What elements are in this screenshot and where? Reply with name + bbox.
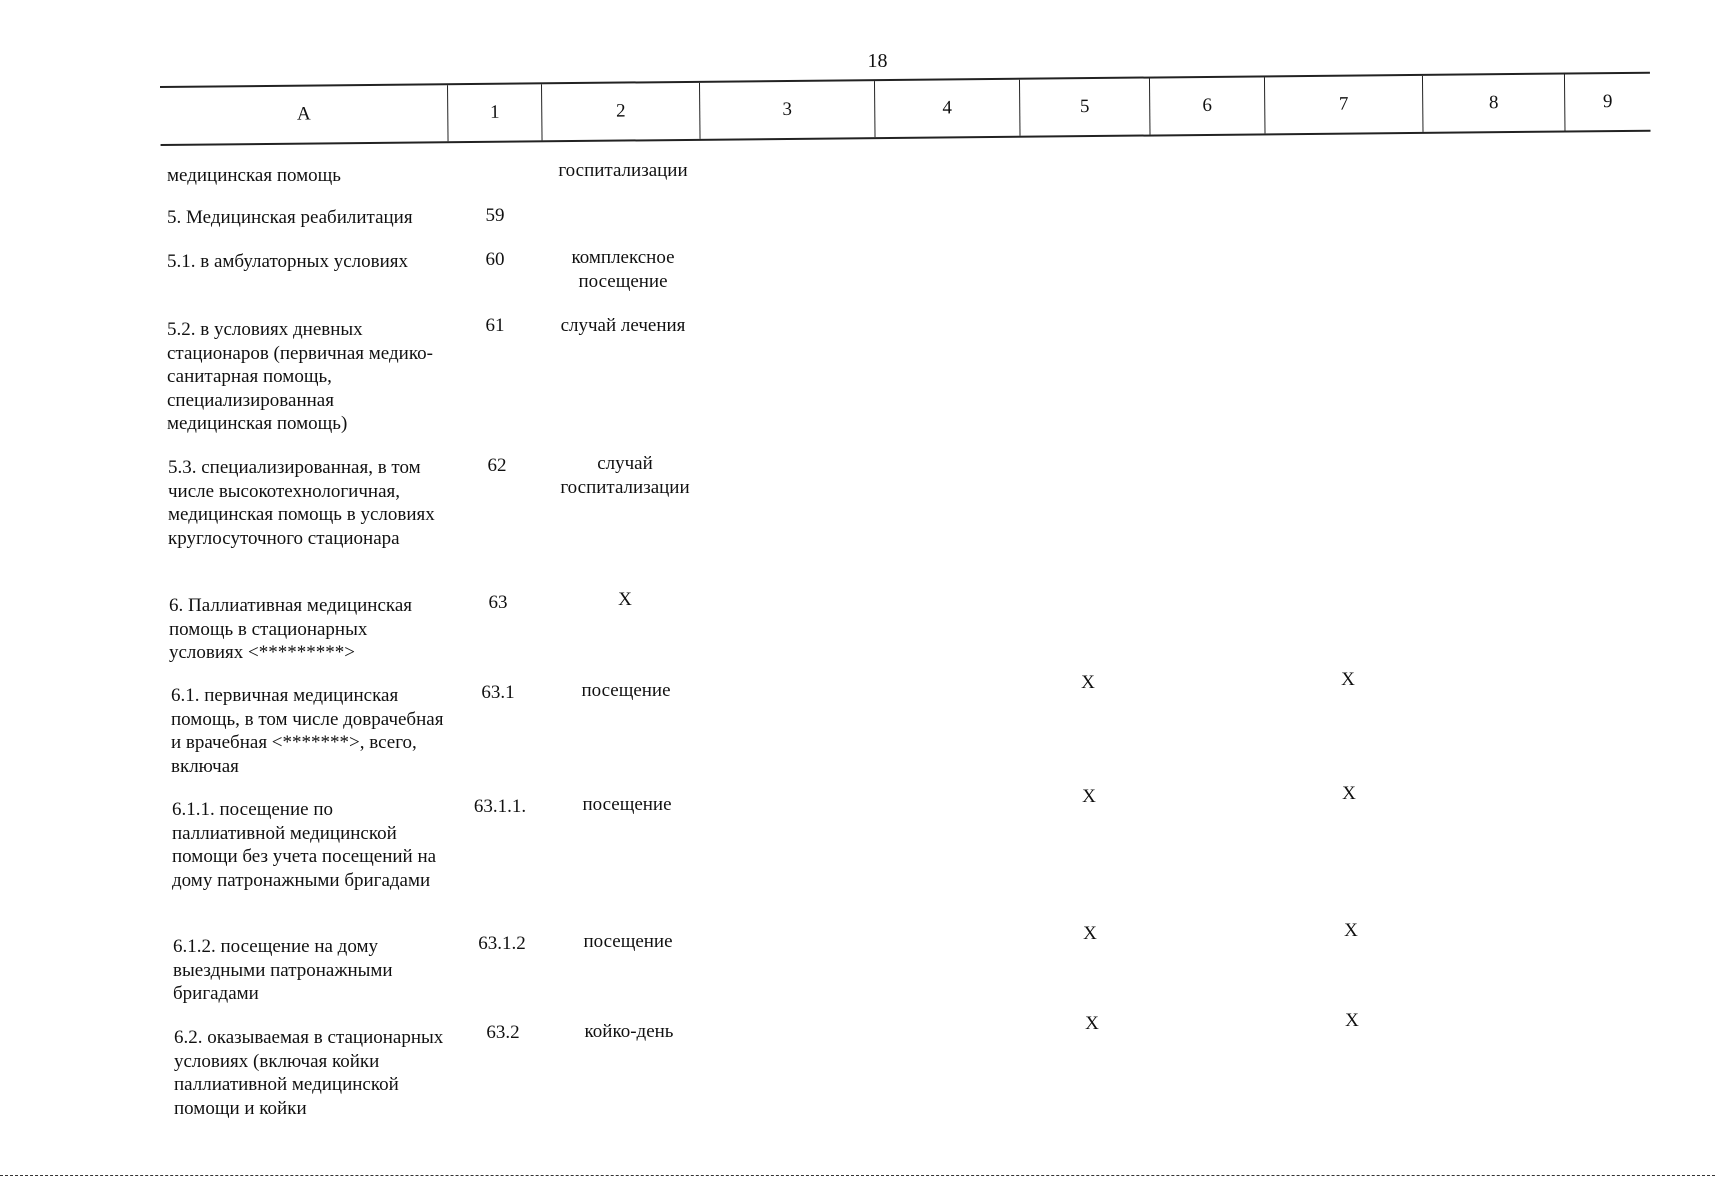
- row-number: 63.2: [486, 1022, 520, 1043]
- row-number: 63: [488, 592, 508, 613]
- header-col-3: 3: [700, 81, 876, 139]
- header-col-9: 9: [1602, 91, 1613, 113]
- row-label: 5.3. специализированная, в том числе высокотехнологичная, медицинская помощь в условиях круглосуточного стационара: [168, 457, 435, 549]
- row-number: 63.1.2: [478, 933, 526, 954]
- row-number: 59: [485, 205, 505, 226]
- header-col-2: 2: [542, 83, 701, 141]
- row-unit: госпитализации: [558, 160, 688, 181]
- row-unit: посещение: [582, 794, 672, 815]
- header-col-8: 8: [1423, 75, 1566, 132]
- header-col-7: 7: [1265, 76, 1424, 134]
- page-number: 18: [867, 50, 888, 72]
- row-unit: случай лечения: [560, 315, 686, 336]
- cell-mark-col7: Х: [1341, 669, 1355, 690]
- cell-mark-col5: Х: [1081, 672, 1095, 693]
- row-label: 5.2. в условиях дневных стационаров (первичная медико-санитарная помощь, специализированная медицинская помощь): [167, 319, 433, 434]
- cell-mark-col5: Х: [1085, 1013, 1099, 1034]
- header-col-4: 4: [875, 80, 1021, 137]
- row-number: 63.1.1.: [473, 796, 527, 817]
- row-label: 5.1. в амбулаторных условиях: [167, 251, 408, 272]
- header-col-5: 5: [1020, 78, 1151, 135]
- row-number: 62: [487, 455, 507, 476]
- row-label: медицинская помощь: [167, 165, 341, 186]
- row-number: 61: [485, 315, 505, 336]
- row-label: 6. Паллиативная медицинская помощь в стационарных условиях <*********>: [169, 595, 413, 663]
- row-label: 6.1.1. посещение по паллиативной медицинской помощи без учета посещений на дому патронажными бригадами: [172, 799, 437, 891]
- row-label: 6.2. оказываемая в стационарных условиях (включая койки паллиативной медицинской помощи и койки: [174, 1027, 444, 1119]
- row-unit: койко-день: [584, 1021, 674, 1042]
- header-col-6: 6: [1150, 77, 1266, 134]
- row-unit: посещение: [583, 931, 673, 952]
- cell-mark-col7: Х: [1344, 920, 1358, 941]
- row-label: 6.1. первичная медицинская помощь, в том числе доврачебная и врачебная <*******>, всего, включая: [171, 685, 444, 777]
- row-number: 60: [485, 249, 505, 270]
- row-label: 6.1.2. посещение на дому выездными патронажными бригадами: [173, 936, 393, 1004]
- row-unit: случай госпитализации: [560, 453, 690, 498]
- cell-mark-col7: Х: [1345, 1010, 1359, 1031]
- page-bottom-rule: [0, 1175, 1715, 1176]
- cell-mark-col5: Х: [1083, 923, 1097, 944]
- cell-mark-col7: Х: [1342, 783, 1356, 804]
- table-header: [160, 72, 1651, 146]
- header-col-1: 1: [448, 84, 543, 141]
- row-label: 5. Медицинская реабилитация: [167, 207, 413, 228]
- cell-mark-col5: Х: [1082, 786, 1096, 807]
- header-col-a: А: [160, 85, 449, 144]
- row-unit: Х: [618, 589, 632, 610]
- row-unit: комплексное посещение: [571, 247, 675, 292]
- row-unit: посещение: [581, 680, 671, 701]
- row-number: 63.1: [481, 682, 515, 703]
